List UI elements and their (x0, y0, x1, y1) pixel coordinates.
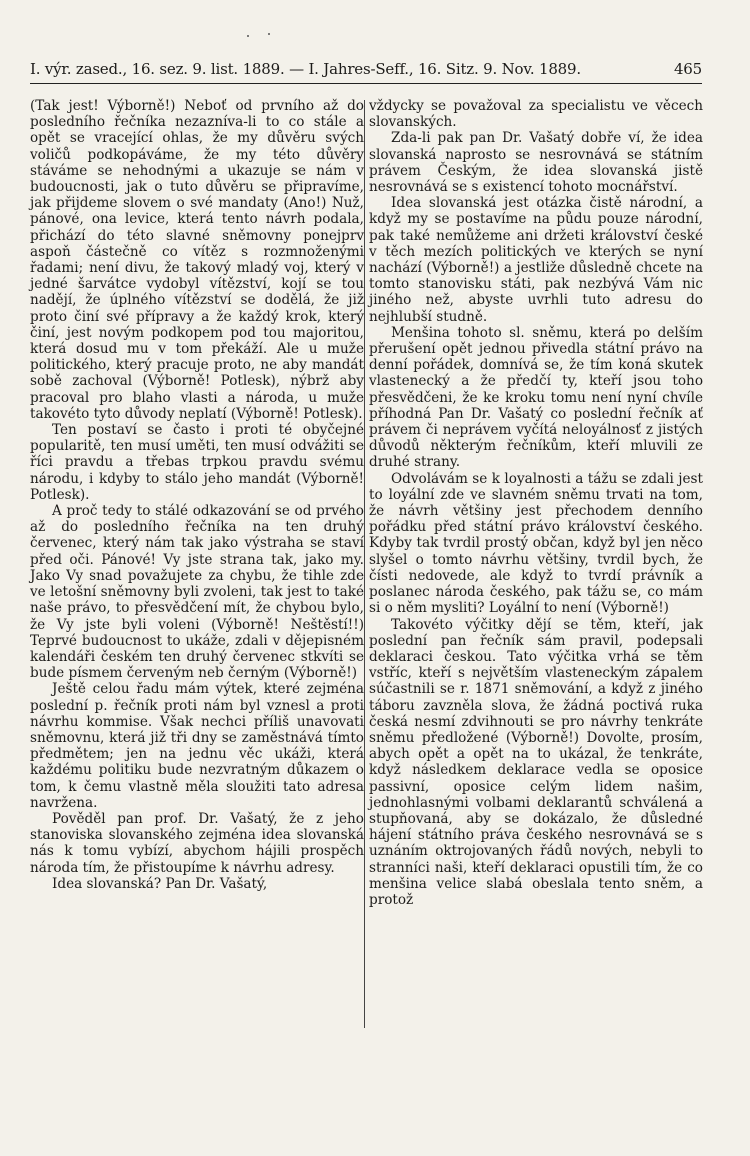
right-column (369, 98, 703, 908)
paragraph: vždycky se považoval za specialistu ve věcech slovanských. (369, 98, 703, 131)
paragraph: Zda-li pak pan Dr. Vašatý dobře ví, že idea slovanská naprosto se nesrovnává se státním právem Českým, že idea slovanská jistě nesrovnává se s existencí tohoto mocnářství. (369, 130, 703, 196)
page-number: 465 (673, 60, 702, 78)
paragraph: Ještě celou řadu mám výtek, které zejména poslední p. řečník proti nám byl vznesl a proti návrhu kommise. Však nechci příliš unavovati sněmovnu, která již tři dny se zaměstnává tímto předmětem; jen na jednu věc ukáži, která každému politiku bude nezvratným důkazem o tom, k čemu vlastně měla sloužiti tato adresa navržena. (30, 681, 364, 811)
paragraph: Ten postaví se často i proti té obyčejné popularitě, ten musí uměti, ten musí odvážiti se říci pravdu a třebas trpkou pravdu svému národu, i kdyby to stálo jeho mandát (Výborně! Potlesk). (30, 422, 364, 503)
paragraph: Idea slovanská jest otázka čistě národní, a když my se postavíme na půdu pouze národní, pak také nemůžeme ani držeti království české v těch mezích politických ve kterých se nyní nachází (Výborně!) a jestliže důsledně chcete na tomto stanovisku státi, pak nezbývá Vám nic jiného než, abyste uvrhli tuto adresu do nejhlubší studně. (369, 195, 703, 325)
paragraph: Takovéto výčitky dějí se těm, kteří, jak poslední pan řečník sám pravil, podepsali deklaraci českou. Tato výčitka vrhá se těm vstříc, kteří s největším vlasteneckým zápalem súčastnili se r. 1871 sněmování, a když z jiného táboru zavzněla slova, že žádná poctivá ruka česká nesmí zdvihnouti se pro návrhy tenkráte sněmu předložené (Výborně!) Dovolte, prosím, abych opět a opět na to ukázal, že tenkráte, když následkem deklarace vedla se oposice passivní, oposice celým lidem našim, jednohlasnými volbami deklarantů schválená a stupňovaná, aby se dokázalo, že důsledné hájení státního práva českého nesrovnává se s uznáním oktrojovaných řádů nových, nebyli to stranníci naši, kteří deklaraci opustili tím, že co menšina velice slabá obeslala tento sněm, a protož (369, 616, 703, 908)
paragraph: (Tak jest! Výborně!) Neboť od prvního až do posledního řečníka nezazníva-li to co stále a opět se vracející ohlas, že my důvěru svých voličů podkopáváme, že my této důvěry stáváme se nehodnými a ukazuje se nám v budoucnosti, jak o tuto důvěru se připravíme, jak přijdeme slovem o své mandaty (Ano!) Nuž, pánové, ona levice, která tento návrh podala, přichází do této slavné sněmovny ponejprv aspoň částečně co vítěz s rozmnoženými řadami; není divu, že takový mladý voj, který v jedné šarvátce vydobyl vítězství, kojí se tou nadějí, že úplného vítězství se dodělá, že již proto činí své přípravy a že každý krok, který činí, jest novým podkopem pod tou majoritou, která dosud mu v tom překáží. Ale u muže politického, který pracuje proto, ne aby mandát sobě zachoval (Výborně! Potlesk), nýbrž aby pracoval pro blaho vlasti a národa, u muže takovéto tyto důvody neplatí (Výborně! Potlesk). (30, 98, 364, 422)
paragraph: Pověděl pan prof. Dr. Vašatý, že z jeho stanoviska slovanského zejména idea slovanská nás k tomu vybízí, abychom hájili prospěch národa tím, že přistoupíme k návrhu adresy. (30, 810, 364, 876)
paragraph: Menšina tohoto sl. sněmu, která po delším přerušení opět jednou přivedla státní právo na denní pořádek, domnívá se, že tím koná skutek vlastenecký a že předčí ty, kteří jsou toho přesvědčeni, že ke kroku tomu není nyní chvíle příhodná Pan Dr. Vašatý co poslední řečník ať právem či neprávem vyčítá neloyálnosť z jistých důvodů některým řečníkům, kteří mluvili ze druhé strany. (369, 324, 703, 471)
paragraph: Odvolávám se k loyalnosti a tážu se zdali jest to loyální zde ve slavném sněmu trvati na tom, že návrh většiny jest přechodem denního pořádku před státní právo království českého. Kdyby tak tvrdil prostý občan, když byl jen něco slyšel o tomto návrhu většiny, tvrdil bych, že čísti nedovede, ale když to tvrdí právník a poslanec národa českého, pak tážu se, co mám si o něm mysliti? Loyální to není (Výborně!) (369, 470, 703, 617)
left-column (30, 98, 364, 892)
page-header (30, 60, 702, 78)
print-speck (247, 35, 249, 37)
print-speck (268, 33, 270, 35)
paragraph: Idea slovanská? Pan Dr. Vašatý, (52, 875, 268, 892)
column-divider (364, 100, 365, 1028)
paragraph: A proč tedy to stálé odkazování se od prvého až do posledního řečníka na ten druhý červenec, který nám tak jako výstraha se staví před oči. Pánové! Vy jste strana tak, jako my. Jako Vy snad považujete za chybu, že tihle zde ve letošní sněmovny byli zvoleni, tak jest to také naše právo, to přesvědčení mít, že chybou bylo, že Vy jste byli voleni (Výborně! Neštěstí!!) Teprvé budoucnost to ukáže, zdali v dějepisném kalendáři českém ten druhý červenec stkvíti se bude písmem červeným neb černým (Výborně!) (30, 503, 364, 682)
header-title: I. výr. zased., 16. sez. 9. list. 1889. — I. Jahres-Seff., 16. Sitz. 9. Nov. 1889. (30, 60, 581, 78)
header-rule (30, 83, 702, 84)
